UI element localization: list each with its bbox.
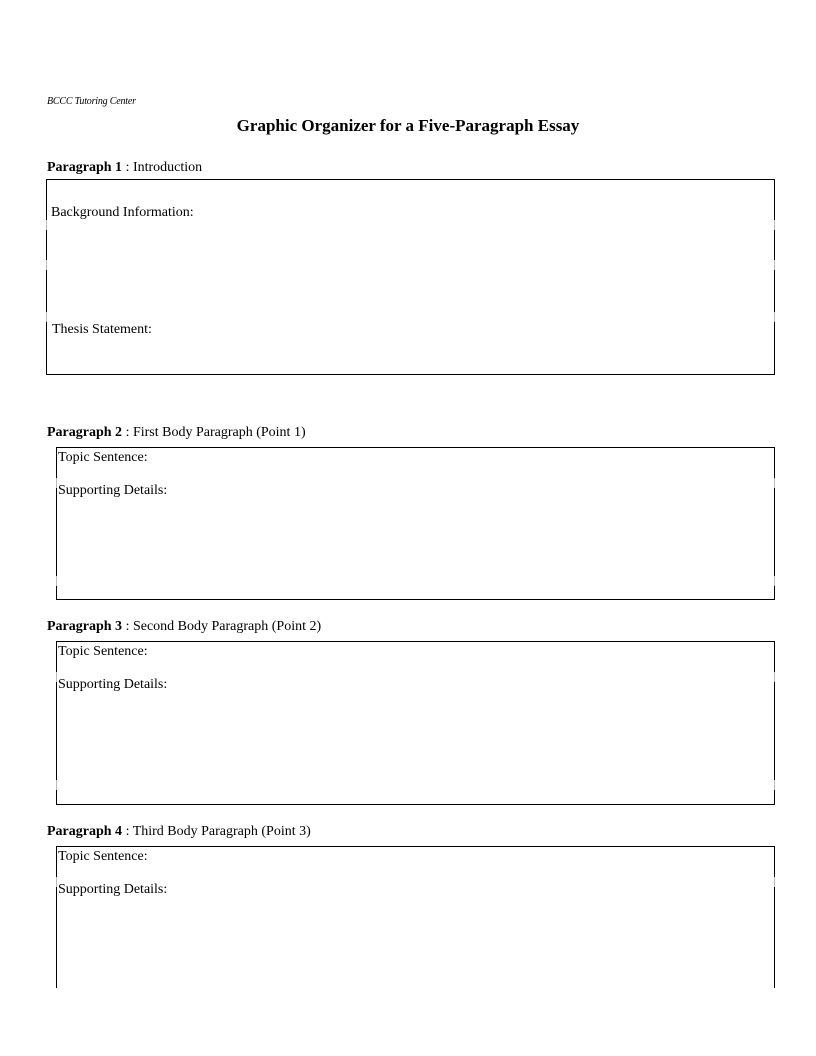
supporting-details-label: Supporting Details: [58,677,168,692]
margin-tick [56,877,57,887]
paragraph-2-heading [47,425,306,441]
paragraph-2-description: : First Body Paragraph (Point 1) [122,425,306,440]
margin-tick [56,478,57,488]
margin-tick [774,672,775,682]
paragraph-1-heading [47,160,202,176]
margin-tick [774,260,775,270]
margin-tick [774,877,775,887]
margin-tick [774,576,775,586]
margin-tick [774,780,775,790]
paragraph-4-number: Paragraph 4 [47,824,123,839]
margin-tick [774,312,775,322]
paragraph-1-description: : Introduction [122,160,203,175]
paragraph-4-box[interactable] [56,846,775,988]
paragraph-1-number: Paragraph 1 [47,160,123,175]
paragraph-2-number: Paragraph 2 [47,425,123,440]
topic-sentence-label: Topic Sentence: [58,450,148,465]
page-title: Graphic Organizer for a Five-Paragraph Essay [236,116,580,135]
background-information-label: Background Information: [51,205,194,220]
paragraph-3-heading [47,619,321,635]
thesis-statement-label: Thesis Statement: [52,322,152,337]
margin-tick [56,780,57,790]
paragraph-3-number: Paragraph 3 [47,619,123,634]
supporting-details-label: Supporting Details: [58,882,168,897]
paragraph-3-box[interactable] [56,641,775,805]
paragraph-2-box[interactable] [56,447,775,600]
margin-tick [56,672,57,682]
paragraph-4-description: : Third Body Paragraph (Point 3) [122,824,311,839]
paragraph-3-description: : Second Body Paragraph (Point 2) [122,619,322,634]
paragraph-4-heading [47,824,311,840]
topic-sentence-label: Topic Sentence: [58,849,148,864]
org-label: BCCC Tutoring Center [47,96,136,107]
margin-tick [56,576,57,586]
paragraph-1-box[interactable] [46,179,775,375]
topic-sentence-label: Topic Sentence: [58,644,148,659]
margin-tick [774,220,775,230]
margin-tick [774,478,775,488]
supporting-details-label: Supporting Details: [58,483,168,498]
margin-tick [46,312,47,322]
margin-tick [46,220,47,230]
margin-tick [46,260,47,270]
